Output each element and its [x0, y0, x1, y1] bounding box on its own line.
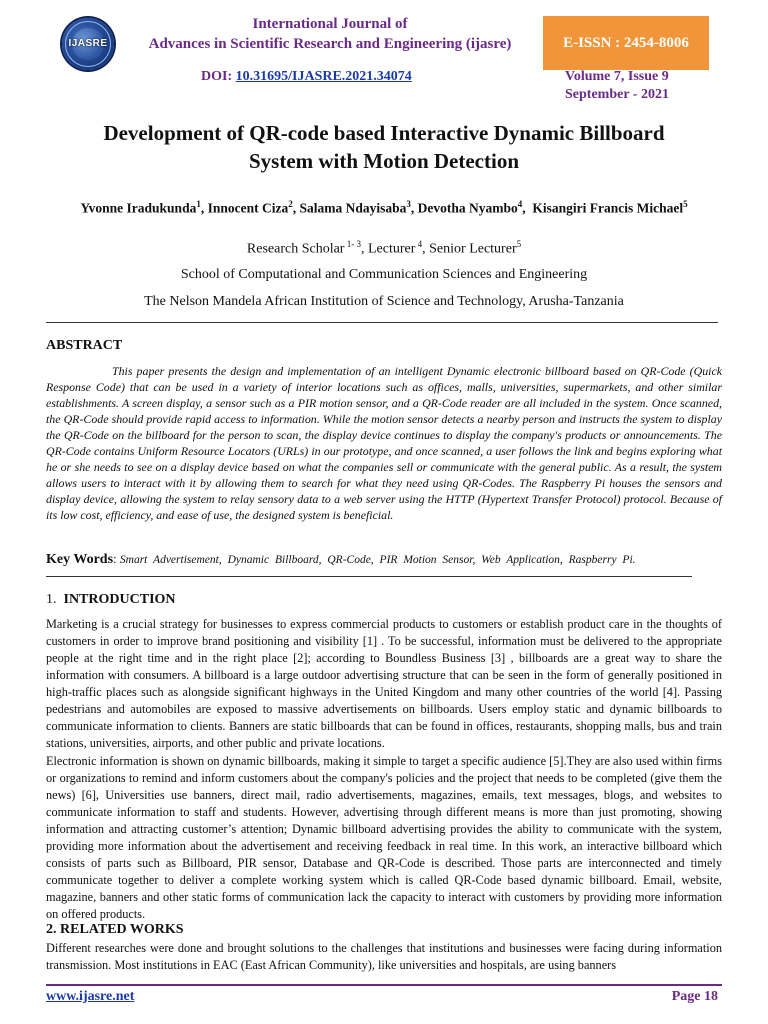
volume-info — [565, 68, 669, 104]
author-sup: 1 — [196, 199, 201, 209]
issn-badge: E-ISSN : 2454-8006 — [543, 16, 709, 70]
introduction-heading — [46, 592, 176, 608]
footer-divider — [46, 984, 722, 986]
volume-issue: Volume 7, Issue 9 — [565, 69, 669, 84]
doi-line — [201, 69, 412, 85]
role-1-sup: 1- 3 — [344, 239, 361, 249]
role-2: , Lecturer — [360, 241, 416, 257]
author-name: Yvonne Iradukunda — [80, 200, 197, 216]
affiliation-school: School of Computational and Communication Sciences and Engineering — [180, 267, 588, 282]
author-list: Yvonne Iradukunda$^1$, Innocent Ciza$^2$, Salama Ndayisaba$^3$, Devotha Nyambo$^4$, Kisangiri Francis Michael$^5$ — [80, 199, 688, 216]
keywords-colon: : — [113, 551, 117, 566]
introduction-paragraph-1 — [46, 616, 722, 752]
author-name: Salama Ndayisaba — [299, 200, 407, 216]
introduction-paragraph-2 — [46, 753, 722, 923]
title-line1: Development of QR-code based Interactive Dynamic Billboard — [103, 121, 665, 145]
role-1: Research Scholar — [246, 241, 345, 257]
author-sup: 5 — [683, 199, 688, 209]
divider — [46, 322, 718, 323]
paper-title — [40, 119, 728, 175]
journal-name-line2: Advances in Scientific Research and Engineering (ijasre) — [148, 36, 512, 52]
keywords-line — [46, 551, 722, 568]
author-sup: 2 — [288, 199, 293, 209]
title-line2: System with Motion Detection — [248, 149, 520, 173]
page-number: Page 18 — [671, 989, 718, 1004]
author-sup: 4 — [517, 199, 523, 209]
author-sup: 3 — [406, 199, 411, 209]
keywords-text: Smart Advertisement, Dynamic Billboard, QR-Code, PIR Motion Sensor, Web Application, Raspberry Pi. — [119, 554, 636, 566]
related-works-heading: 2. RELATED WORKS — [46, 922, 184, 937]
logo-text: IJASRE — [68, 38, 108, 49]
author-name: Devotha Nyambo — [417, 200, 518, 216]
role-2-sup: 4 — [415, 239, 423, 249]
role-3-sup: 5 — [516, 239, 522, 249]
affiliation-institution: The Nelson Mandela African Institution of Science and Technology, Arusha-Tanzania — [144, 294, 624, 309]
author-name: Innocent Ciza — [207, 200, 289, 216]
section-number: 1. — [46, 592, 57, 607]
role-3: , Senior Lecturer — [422, 241, 517, 257]
doi-label: DOI: — [201, 69, 233, 84]
paragraph-text: Different researches were done and brought solutions to the challenges that institutions and businesses were facing during information transmission. Most institutions in EAC (East African Community), like universities and hospitals, are using banners — [46, 941, 722, 972]
paragraph-text: Electronic information is shown on dynamic billboards, making it simple to target a specific audience [5].They are also used within firms or organizations to remind and inform customers about the company's policies and the project that needs to be completed (give them the news) [6], Universities use banners, direct mail, radio advertisements, magazines, emails, text messages, blogs, and websites to communicate information to staff and students. However, advertising through different means is more than just promoting, showing information and attracting customer’s attention; Dynamic billboard advertising provides the ability to communicate with the system, providing more information about the advertisement and receiving feedback in real time. In this work, an interactive billboard which consists of parts such as Billboard, PIR sensor, Database and QR-Code is described. Those parts are interconnected and timely communicate together to deliver a complete working system which is called QR-Code based dynamic billboard. Email, website, magazine, banners and other static forms of communication lack the capacity to interact with customers by providing more information on offered products. — [46, 754, 722, 921]
paragraph-text: Marketing is a crucial strategy for businesses to express commercial products to customers or establish product care in the thoughts of customers in order to improve brand positioning and visibility [1] . To be successful, information must be delivered to the appropriate people at the right time and in the right place [2]; according to Boundless Business [3] , billboards are a great way to share the information with consumers. A billboard is a large outdoor advertising structure that can be seen in the form of generally positioned in high-traffic places such as alongside significant highways in the United Kingdom and many other countries of the world [4]. Passing pedestrians and automobiles are exposed to massive advertisements on billboards. Users employ static and dynamic billboards to communicate information to clients. Banners are static billboards that can be found in offices, restaurants, shopping malls, bus and train stations, universities, airports, and other public and private locations. — [46, 617, 722, 750]
author-roles — [40, 239, 728, 258]
journal-name-line1: International Journal of — [252, 16, 408, 32]
doi-link[interactable]: 10.31695/IJASRE.2021.34074 — [235, 69, 412, 84]
related-works-paragraph — [46, 940, 722, 974]
abstract-body — [46, 363, 722, 523]
website-link[interactable]: www.ijasre.net — [46, 989, 135, 1004]
divider — [46, 576, 692, 577]
author-name: Kisangiri Francis Michael — [532, 200, 684, 216]
publication-date: September - 2021 — [565, 87, 669, 102]
abstract-heading: ABSTRACT — [46, 338, 123, 353]
journal-logo — [62, 18, 114, 70]
abstract-text: This paper presents the design and implementation of an intelligent Dynamic electronic billboard based on QR-Code (Quick Response Code) that can be used in a variety of interior locations such as offices, malls, universities, supermarkets, and other similar establishments. A screen display, a sensor such as a PIR motion sensor, and a QR-Code reader are all included in the system. Once scanned, the QR-Code should provide rapid access to information. While the motion sensor detects a nearby person and instructs the system to display the QR-Code on the billboard for the person to scan, the display device continues to display the company's products or announcements. The QR-Code contains Uniform Resource Locators (URLs) in our prototype, and once scanned, a user follows the link and begins exploring what he or she needs to see on a display device based on what the companies sell or communicate with the general public. As a result, the system allows users to interact with it by allowing them to search for what they need using QR-Codes. The Raspberry Pi houses the sensors and display device, allowing the system to relay sensory data to a web server using the HTTP (Hypertext Transfer Protocol) protocol. Because of its low cost, efficiency, and ease of use, the designed system is beneficial. — [46, 364, 722, 522]
keywords-label: Key Words — [46, 552, 114, 567]
section-title: INTRODUCTION — [63, 592, 176, 607]
